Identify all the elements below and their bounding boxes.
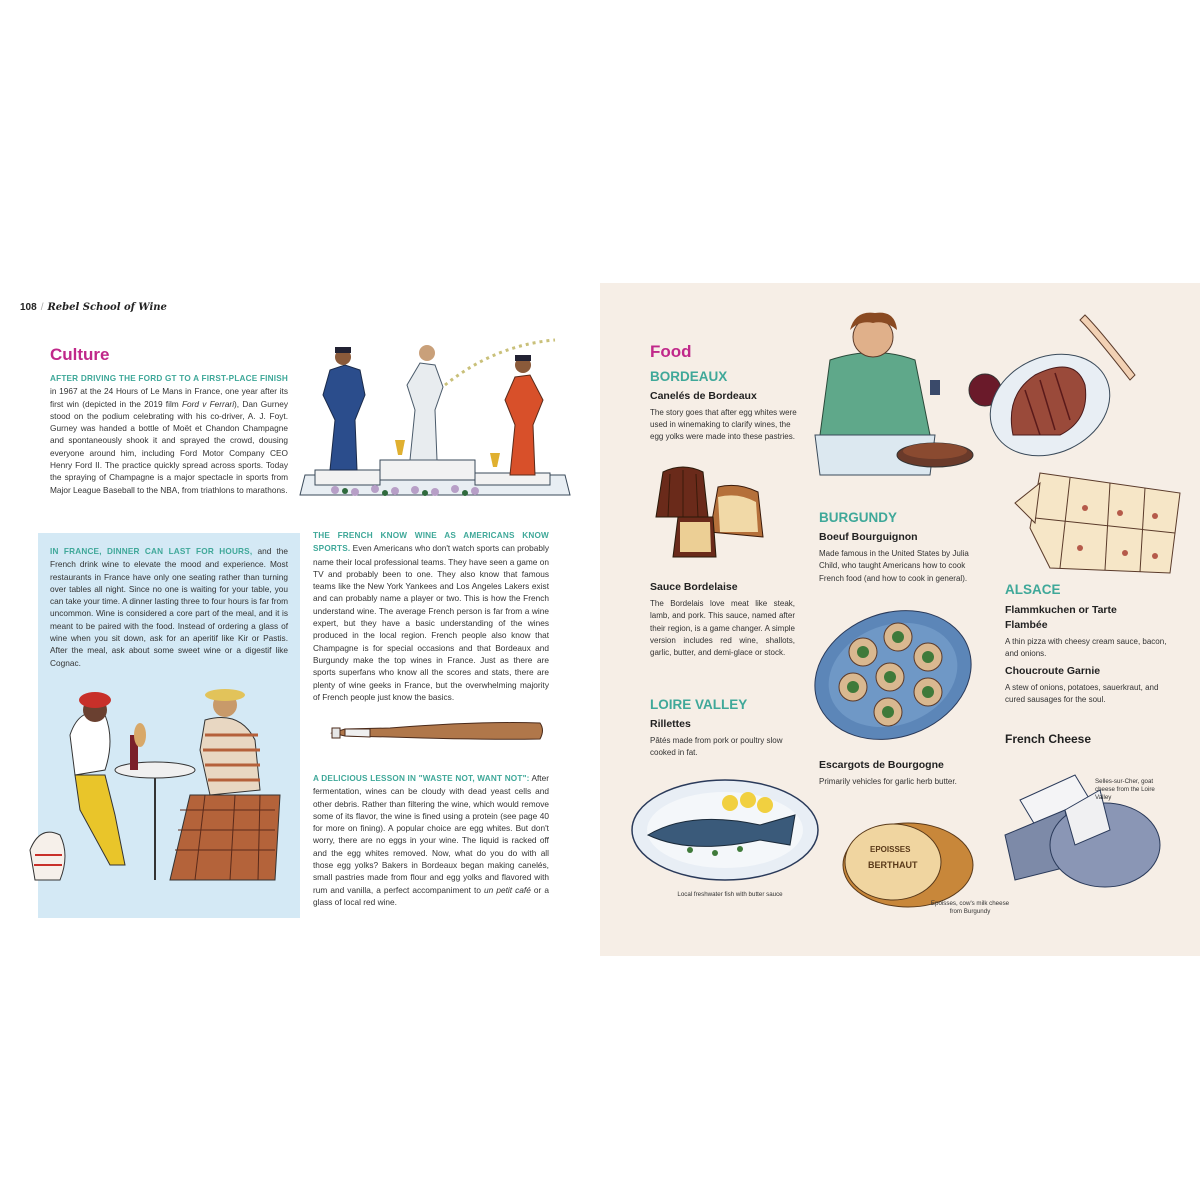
running-header [20, 302, 167, 313]
culture-title: Culture [50, 345, 110, 364]
film-title: Ford v Ferrari [181, 398, 235, 409]
culture-paragraph-3 [313, 529, 549, 703]
dish-flammkuchen-desc: A thin pizza with cheesy cream sauce, bacon, and onions. [1005, 637, 1167, 659]
fish-plate-illustration [630, 775, 825, 890]
paragraph-text: Even Americans who don't watch sports can probably name their local professional teams. They have seen a game on TV and probably been to one. They also know that famous teams like the New York Yankees and Los Angeles Lakers exist and can probably name a player or two. This is how the French understand wine. The average French person is far from a wine expert, but they have a basic understanding of the wines produced in the local region. French people also know that Champagne is for special occasions and that Bordeaux and Burgundy make the top wines in France. Just as there are sports superfans who know all the scores and stats, there are plenty of wine geeks in France, but the overwhelming majority of French people just know the basics. [313, 543, 549, 702]
paragraph-lead: AFTER DRIVING THE FORD GT TO A FIRST-PLACE FINISH [50, 374, 288, 383]
dinner-illustration [20, 680, 300, 920]
dish-boeuf-desc: Made famous in the United States by Julia Child, who taught Americans how to cook French food (and how to cook in general). [819, 549, 969, 583]
paragraph-text: in 1967 at the 24 Hours of Le Mans in France, one year after its first win (depicted in the 2019 film [50, 386, 288, 409]
caption-fish: Local freshwater fish with butter sauce [677, 891, 783, 898]
baseball-bat-illustration [330, 715, 545, 750]
caneles-illustration [648, 462, 773, 562]
dish-caneles-desc: The story goes that after egg whites were used in winemaking to clarify wines, the egg yolks were made into these pastries. [650, 408, 797, 441]
dish-flammkuchen: Flammkuchen or Tarte Flambée [1005, 604, 1117, 631]
podium-illustration [295, 325, 580, 505]
paragraph-text: and the French drink wine to elevate the mood and experience. Most restaurants in France have only one seating rather than turning over tables all night. Since no one is waiting for your table, you can take your time. A dinner lasting three to four hours is far from uncommon. Wine is considered a core part of the meal, and it is meant to be paired with the food. Instead of ordering a glass of wine when you sit down, ask for an aperitif like Kir or Pastis. After the meal, ask about some sweet wine or a digestif like Cognac. [50, 546, 288, 668]
cheese-label-epoisses: EPOISSES [870, 845, 911, 854]
dish-escargots-desc: Primarily vehicles for garlic herb butter. [819, 777, 957, 786]
italic-phrase: un petit café [484, 884, 531, 895]
dish-boeuf: Boeuf Bourguignon [819, 531, 918, 543]
paragraph-text: After fermentation, wines can be cloudy with dead yeast cells and other debris. Rather than filtering the wine, which would remove some of its flavor, the wine is fined using a protein (see page 40 for more on fining). A popular choice are egg whites. But don't worry, there are no eggs in your wine. The liquid is racked off and the egg whites removed. Now, what do you do with all those egg yolks? Bakers in Bordeaux began making canelés, small pastries made from flour and egg yolks and flavored with rum and vanilla, a perfect accompaniment to [313, 773, 549, 895]
dish-choucroute-desc: A stew of onions, potatoes, sauerkraut, and cured sausages for the soul. [1005, 683, 1159, 705]
region-bordeaux: BORDEAUX [650, 369, 728, 384]
dish-sauce-bordelaise-desc: The Bordelais love meat like steak, lamb, and pork. This sauce, named after their region, is a game changer. A simple version includes red wine, shallots, garlic, butter, and demi-glace or stock. [650, 599, 795, 658]
chef-illustration [805, 305, 990, 505]
cheese-label-berthaut: BERTHAUT [868, 860, 918, 870]
steak-platter-illustration [965, 305, 1200, 465]
paragraph-text: ), Dan Gurney stood on the podium celebrating with his co-driver, A. J. Foyt. Gurney was handed a bottle of Moët et Chandon Champagne and spontaneously shook it and sprayed the crowd, dousing everyone around him, including Ford Motor Company CEO Henry Ford II. The practice quickly spread across sports. Today the spraying of Champagne is a major spectacle in sports from Major League Baseball to the NBA, from triathlons to marathons. [50, 398, 289, 495]
paragraph-lead: IN FRANCE, DINNER CAN LAST FOR HOURS, [50, 547, 253, 556]
caption-selles: Selles-sur-Cher, goat cheese from the Loire Valley [1095, 778, 1155, 801]
culture-paragraph-1 [50, 372, 288, 496]
tarte-flambee-illustration [1010, 468, 1195, 583]
cheese-title: French Cheese [1005, 732, 1092, 746]
book-title: Rebel School of Wine [47, 302, 167, 313]
region-loire: LOIRE VALLEY [650, 697, 748, 712]
caption-epoisses: Epoisses, cow's milk cheese from Burgundy [930, 900, 1010, 915]
paragraph-lead: THE FRENCH KNOW WINE AS AMERICANS KNOW SPORTS. [313, 531, 549, 554]
epoisses-illustration [838, 810, 978, 910]
dish-rillettes-desc: Pâtés made from pork or poultry slow cooked in fat. [650, 736, 783, 758]
paragraph-lead: A DELICIOUS LESSON IN "WASTE NOT, WANT NOT": [313, 774, 530, 783]
page-number: 108 [20, 302, 37, 313]
food-title: Food [650, 342, 692, 361]
region-burgundy: BURGUNDY [819, 510, 898, 525]
culture-paragraph-2 [50, 545, 288, 669]
paragraph-text: or a glass of local red wine. [313, 884, 549, 907]
dish-choucroute: Choucroute Garnie [1005, 665, 1101, 677]
dish-rillettes: Rillettes [650, 718, 691, 730]
escargots-illustration [808, 607, 983, 747]
dish-escargots: Escargots de Bourgogne [819, 759, 944, 771]
header-separator: / [40, 302, 44, 313]
culture-paragraph-4 [313, 772, 549, 908]
dish-caneles: Canelés de Bordeaux [650, 390, 757, 402]
region-alsace: ALSACE [1005, 582, 1061, 597]
dish-sauce-bordelaise: Sauce Bordelaise [650, 581, 738, 593]
